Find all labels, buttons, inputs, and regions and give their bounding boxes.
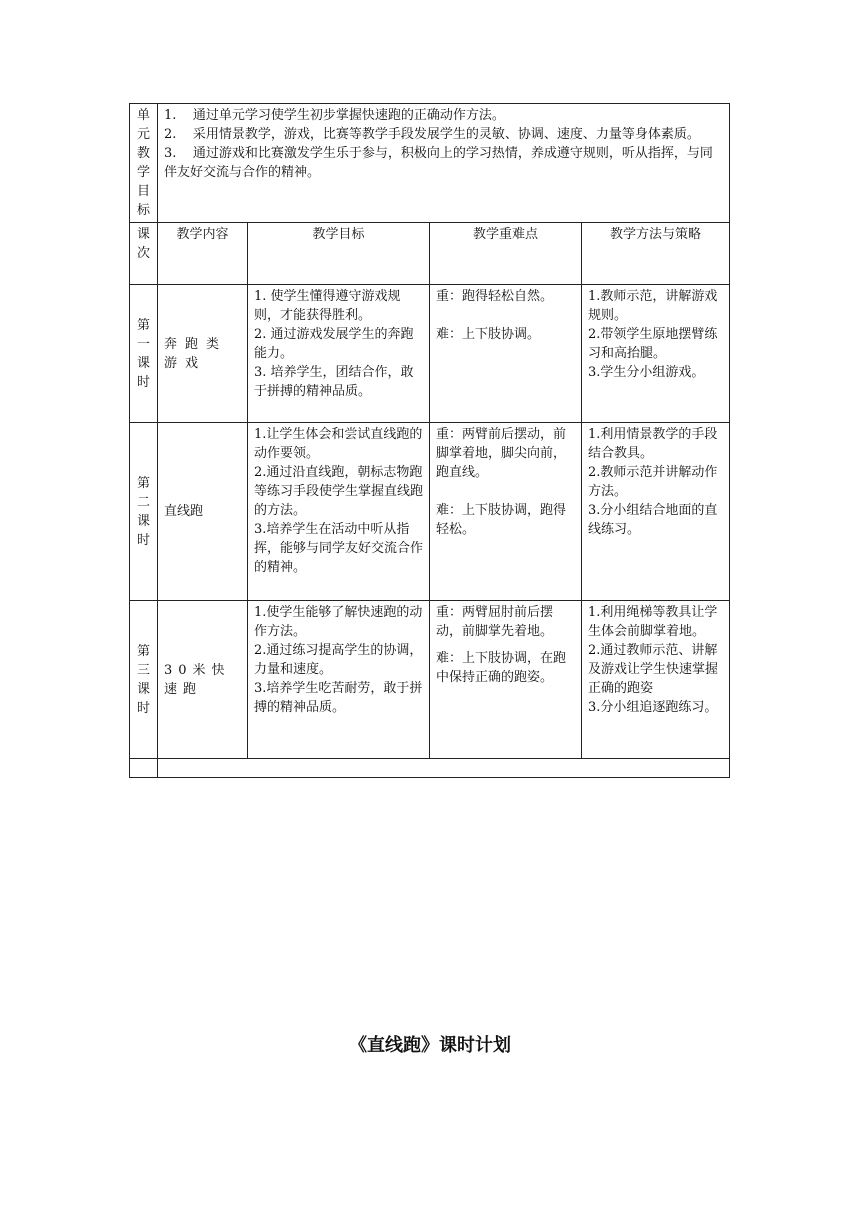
empty-cell — [130, 759, 158, 778]
unit-objective-item: 2. 采用情景教学，游戏，比赛等教学手段发展学生的灵敏、协调、速度、力量等身体素质。 — [164, 127, 700, 142]
unit-objective-item: 3. 通过游戏和比赛激发学生乐于参与，积极向上的学习热情，养成遵守规则，听从指挥，与同伴友好交流与合作的精神。 — [164, 146, 713, 180]
unit-objective-item: 1. 通过单元学习使学生初步掌握快速跑的正确动作方法。 — [164, 108, 505, 123]
lesson-label: 第 一 课 时 — [130, 285, 158, 423]
column-header-row — [130, 223, 730, 285]
unit-objectives-row — [130, 104, 730, 223]
content-header: 教学内容 — [158, 223, 248, 285]
lesson-keypoints — [430, 601, 582, 759]
unit-objectives-content — [158, 104, 730, 223]
lesson-methods: 1.教师示范，讲解游戏规则。 2.带领学生原地摆臂练习和高抬腿。 3.学生分小组游戏。 — [582, 285, 730, 423]
empty-row — [130, 759, 730, 778]
lesson-content: 30米快速跑 — [158, 601, 248, 759]
difficult-point: 难：上下肢协调，跑得轻松。 — [436, 503, 567, 537]
lesson-row-2 — [130, 423, 730, 601]
unit-objectives-header: 单 元 教 学 目 标 — [130, 104, 158, 223]
empty-cell — [158, 759, 730, 778]
lesson-content: 奔跑类游戏 — [158, 285, 248, 423]
keypoints-header: 教学重难点 — [430, 223, 582, 285]
lesson-goals: 1. 使学生懂得遵守游戏规则，才能获得胜利。 2. 通过游戏发展学生的奔跑能力。 3. 培养学生，团结合作，敢于拼搏的精神品质。 — [248, 285, 430, 423]
lesson-content: 直线跑 — [158, 423, 248, 601]
key-point: 重：两臂前后摆动，前脚掌着地，脚尖向前，跑直线。 — [436, 427, 567, 480]
key-point: 重：两臂屈肘前后摆动，前脚掌先着地。 — [436, 605, 554, 639]
unit-plan-table — [129, 103, 730, 778]
lesson-goals: 1.让学生体会和尝试直线跑的动作要领。 2.通过沿直线跑，朝标志物跑等练习手段使学生掌握直线跑的方法。 3.培养学生在活动中听从指挥，能够与同学友好交流合作的精神。 — [248, 423, 430, 601]
lesson-goals: 1.使学生能够了解快速跑的动作方法。 2.通过练习提高学生的协调，力量和速度。 3.培养学生吃苦耐劳，敢于拼搏的精神品质。 — [248, 601, 430, 759]
lesson-methods: 1.利用绳梯等教具让学生体会前脚掌着地。 2.通过教师示范、讲解及游戏让学生快速掌握正确的跑姿 3.分小组追逐跑练习。 — [582, 601, 730, 759]
lesson-label: 第 三 课 时 — [130, 601, 158, 759]
lesson-keypoints — [430, 285, 582, 423]
goals-header: 教学目标 — [248, 223, 430, 285]
lesson-row-3 — [130, 601, 730, 759]
key-point: 重：跑得轻松自然。 — [436, 289, 554, 304]
lesson-methods: 1.利用情景教学的手段结合教具。 2.教师示范并讲解动作方法。 3.分小组结合地面的直线练习。 — [582, 423, 730, 601]
difficult-point: 难：上下肢协调。 — [436, 327, 541, 342]
difficult-point: 难：上下肢协调，在跑中保持正确的跑姿。 — [436, 651, 567, 685]
lesson-label: 第 二 课 时 — [130, 423, 158, 601]
lesson-keypoints — [430, 423, 582, 601]
lesson-row-1 — [130, 285, 730, 423]
lesson-header: 课 次 — [130, 223, 158, 285]
document-title: 《直线跑》课时计划 — [349, 1035, 511, 1056]
methods-header: 教学方法与策略 — [582, 223, 730, 285]
